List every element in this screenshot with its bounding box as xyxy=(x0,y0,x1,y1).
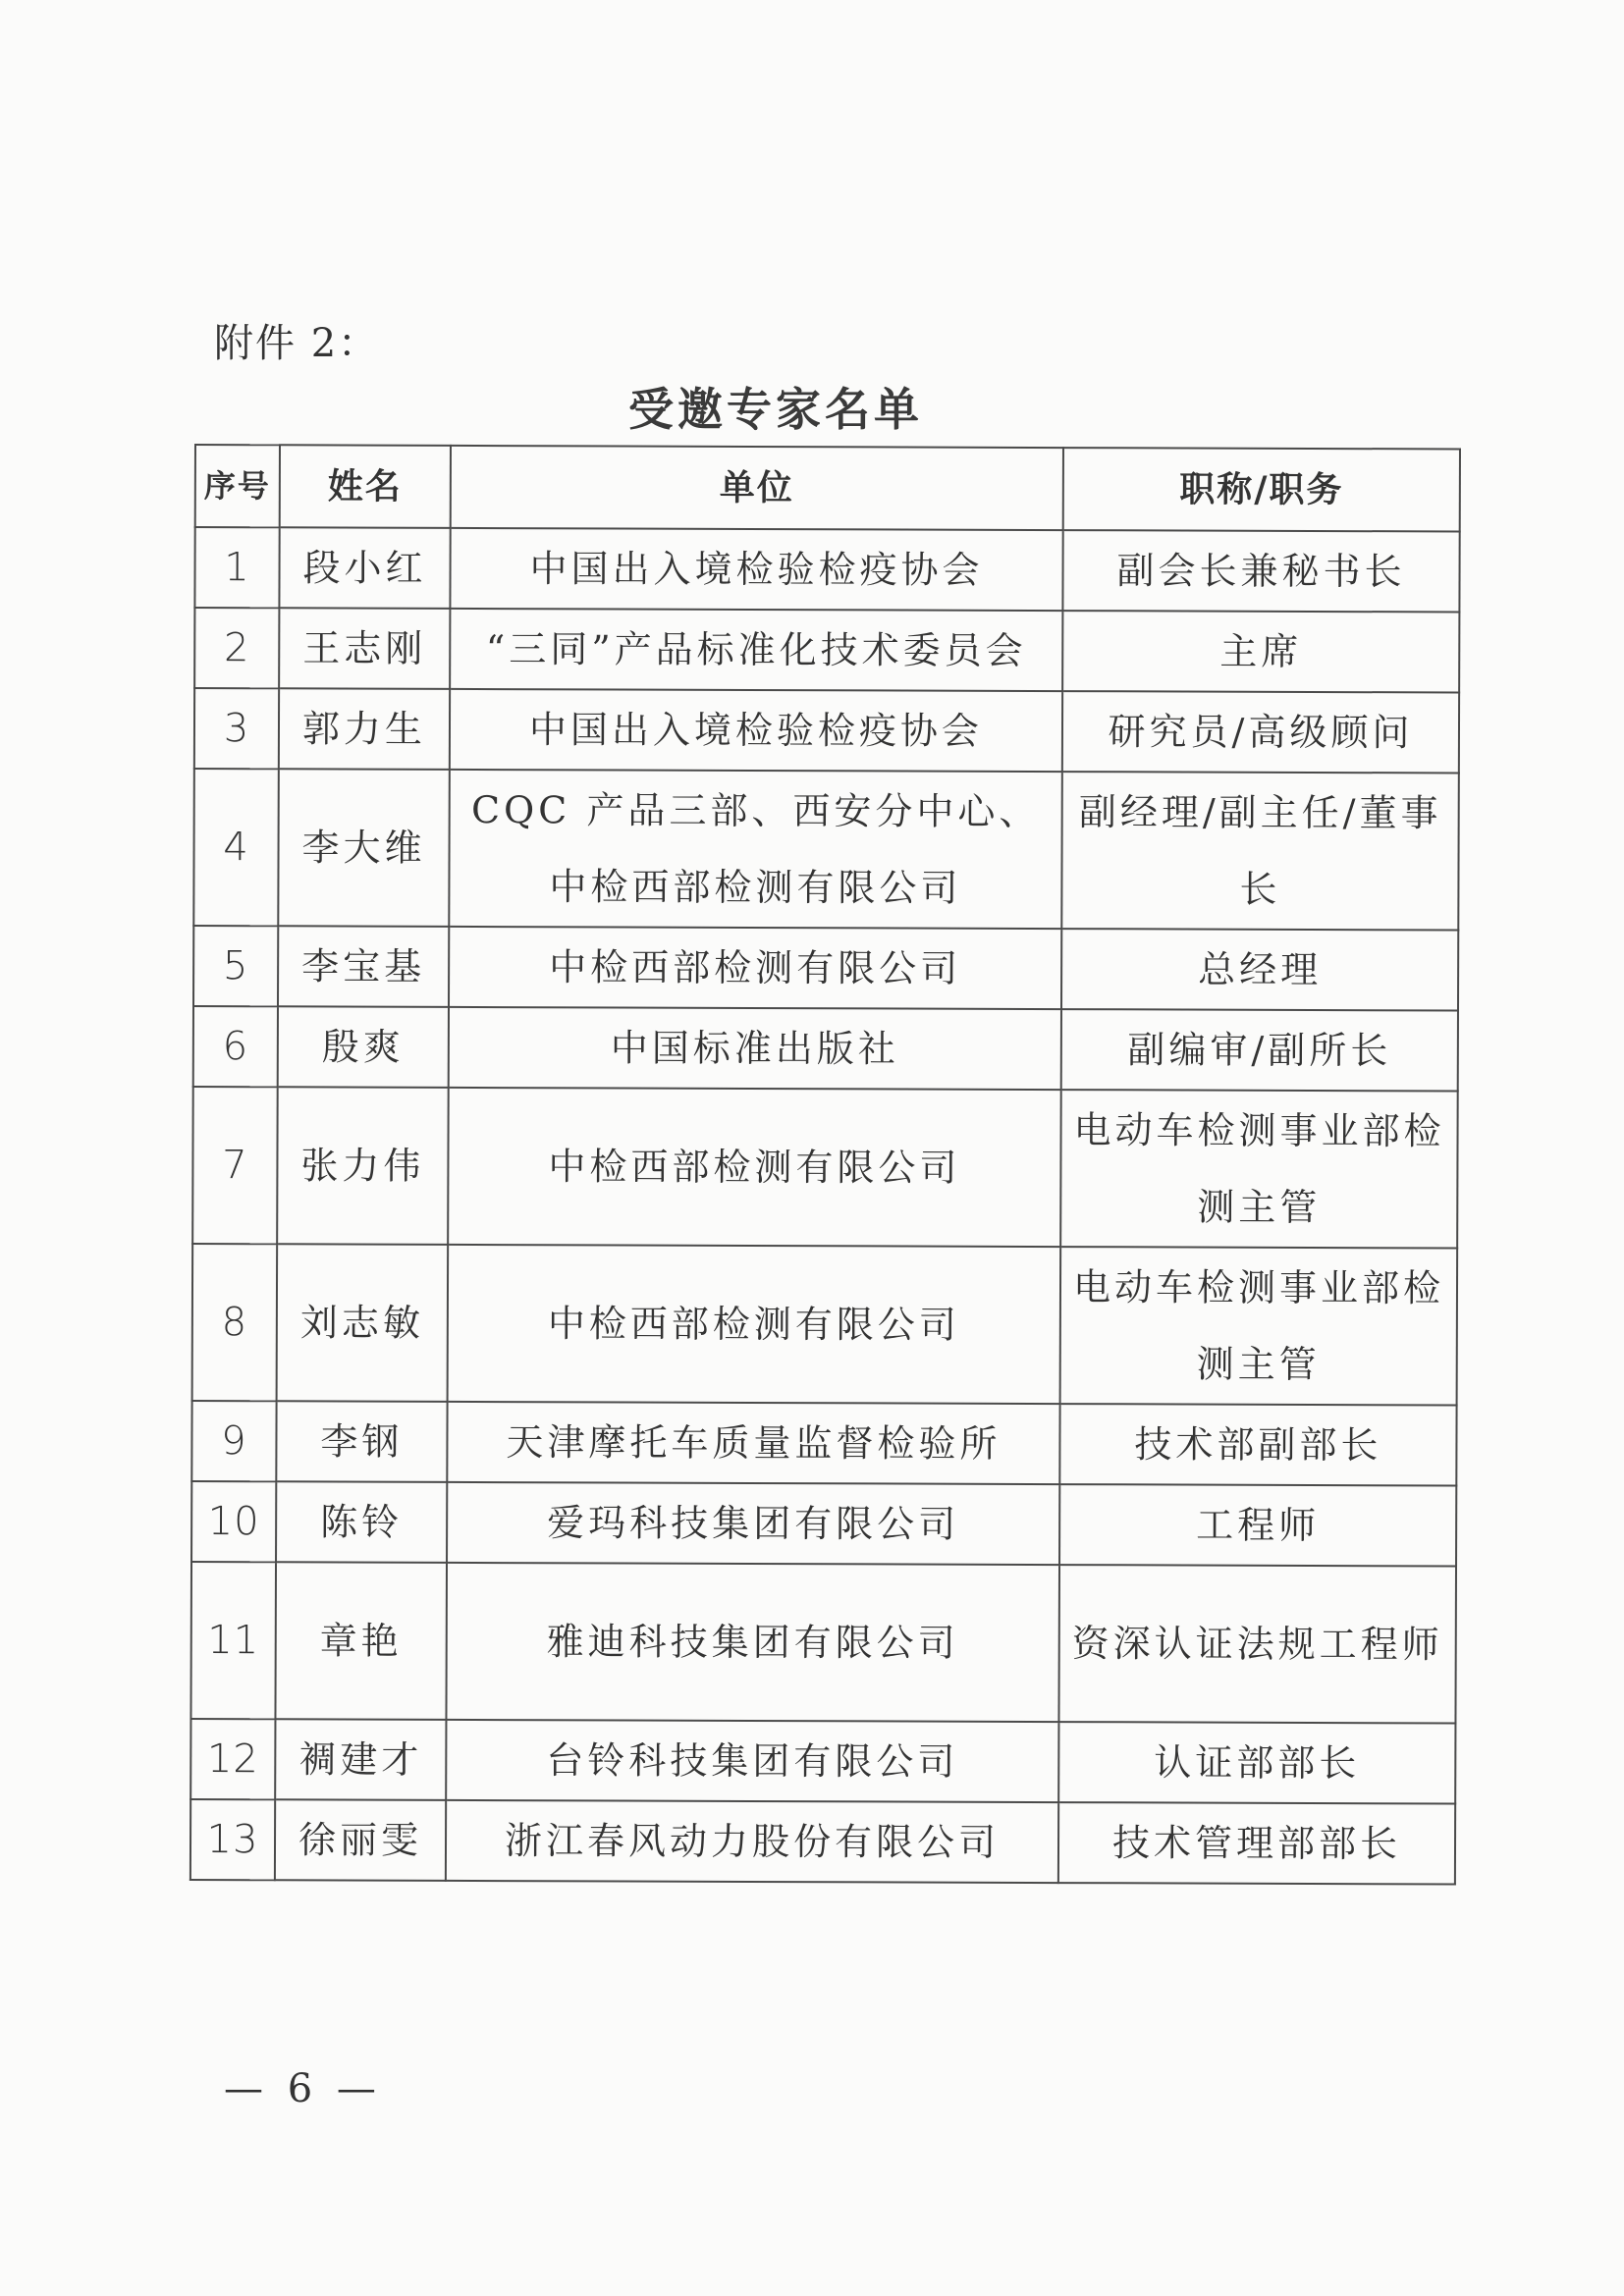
cell-title: 资深认证法规工程师 xyxy=(1058,1565,1456,1723)
cell-title: 主席 xyxy=(1062,611,1459,692)
cell-title: 技术管理部部长 xyxy=(1058,1802,1455,1884)
cell-org: 中国标准出版社 xyxy=(449,1007,1061,1090)
header-name: 姓名 xyxy=(280,445,451,528)
cell-org: “三同”产品标准化技术委员会 xyxy=(450,609,1062,691)
table-row xyxy=(194,608,1459,692)
cell-no: 13 xyxy=(190,1799,275,1880)
cell-org: 中检西部检测有限公司 xyxy=(448,1245,1061,1404)
header-org: 单位 xyxy=(451,446,1063,530)
cell-name: 徐丽雯 xyxy=(275,1799,446,1881)
cell-name: 章艳 xyxy=(275,1562,447,1720)
attachment-label: 附件 2： xyxy=(214,321,380,366)
table-row xyxy=(192,1244,1458,1405)
header-no: 序号 xyxy=(195,445,280,527)
table-row xyxy=(194,688,1459,773)
cell-title: 研究员/高级顾问 xyxy=(1062,691,1459,773)
cell-no: 10 xyxy=(191,1481,276,1562)
cell-title: 副会长兼秘书长 xyxy=(1062,530,1459,612)
table-header-row xyxy=(195,445,1460,531)
cell-no: 3 xyxy=(194,688,279,769)
cell-name: 裯建才 xyxy=(275,1719,446,1800)
cell-name: 李钢 xyxy=(276,1401,447,1482)
cell-org: 天津摩托车质量监督检验所 xyxy=(447,1402,1059,1484)
cell-name: 张力伟 xyxy=(277,1087,449,1245)
cell-org: CQC 产品三部、西安分中心、中检西部检测有限公司 xyxy=(449,770,1062,929)
cell-title: 认证部部长 xyxy=(1058,1722,1455,1803)
cell-org: 台铃科技集团有限公司 xyxy=(446,1720,1058,1802)
cell-org: 中国出入境检验检疫协会 xyxy=(450,528,1062,611)
table-row xyxy=(193,769,1459,930)
header-title: 职称/职务 xyxy=(1063,448,1460,531)
cell-title: 副编审/副所长 xyxy=(1061,1009,1458,1091)
cell-no: 11 xyxy=(190,1562,276,1719)
cell-no: 1 xyxy=(194,527,279,608)
cell-title: 电动车检测事业部检测主管 xyxy=(1060,1247,1458,1405)
cell-org: 中检西部检测有限公司 xyxy=(448,1088,1061,1247)
cell-no: 6 xyxy=(193,1006,278,1087)
cell-no: 8 xyxy=(192,1244,278,1401)
table-row xyxy=(190,1799,1455,1884)
cell-no: 12 xyxy=(190,1719,275,1799)
table-row xyxy=(192,1087,1458,1248)
table-row xyxy=(191,1481,1456,1566)
document-title: 受邀专家名单 xyxy=(628,383,923,436)
cell-org: 爱玛科技集团有限公司 xyxy=(447,1482,1059,1565)
cell-no: 2 xyxy=(194,608,279,688)
table-row xyxy=(193,1006,1458,1091)
cell-name: 陈铃 xyxy=(276,1481,447,1563)
table-row xyxy=(194,527,1459,612)
cell-title: 技术部副部长 xyxy=(1059,1404,1456,1485)
cell-org: 浙江春风动力股份有限公司 xyxy=(446,1800,1058,1883)
cell-org: 中国出入境检验检疫协会 xyxy=(450,689,1062,772)
cell-name: 李宝基 xyxy=(278,926,449,1007)
cell-no: 9 xyxy=(191,1401,276,1481)
cell-no: 4 xyxy=(193,769,279,926)
cell-title: 电动车检测事业部检测主管 xyxy=(1060,1090,1458,1248)
cell-title: 总经理 xyxy=(1061,929,1458,1010)
cell-title: 副经理/副主任/董事长 xyxy=(1061,772,1459,930)
cell-name: 殷爽 xyxy=(278,1006,449,1088)
expert-list-table xyxy=(189,444,1461,1885)
cell-name: 王志刚 xyxy=(279,608,450,689)
table-row xyxy=(191,1401,1456,1485)
cell-name: 刘志敏 xyxy=(277,1244,449,1402)
cell-name: 李大维 xyxy=(278,769,450,927)
cell-title: 工程师 xyxy=(1059,1484,1456,1566)
table-row xyxy=(190,1562,1456,1723)
cell-no: 5 xyxy=(193,926,278,1006)
cell-name: 段小红 xyxy=(279,527,450,609)
table-row xyxy=(190,1719,1455,1803)
cell-no: 7 xyxy=(192,1087,278,1244)
cell-org: 雅迪科技集团有限公司 xyxy=(446,1563,1059,1722)
cell-org: 中检西部检测有限公司 xyxy=(449,927,1061,1009)
table-row xyxy=(193,926,1458,1010)
cell-name: 郭力生 xyxy=(279,688,450,770)
page-number: — 6 — xyxy=(224,2066,382,2111)
